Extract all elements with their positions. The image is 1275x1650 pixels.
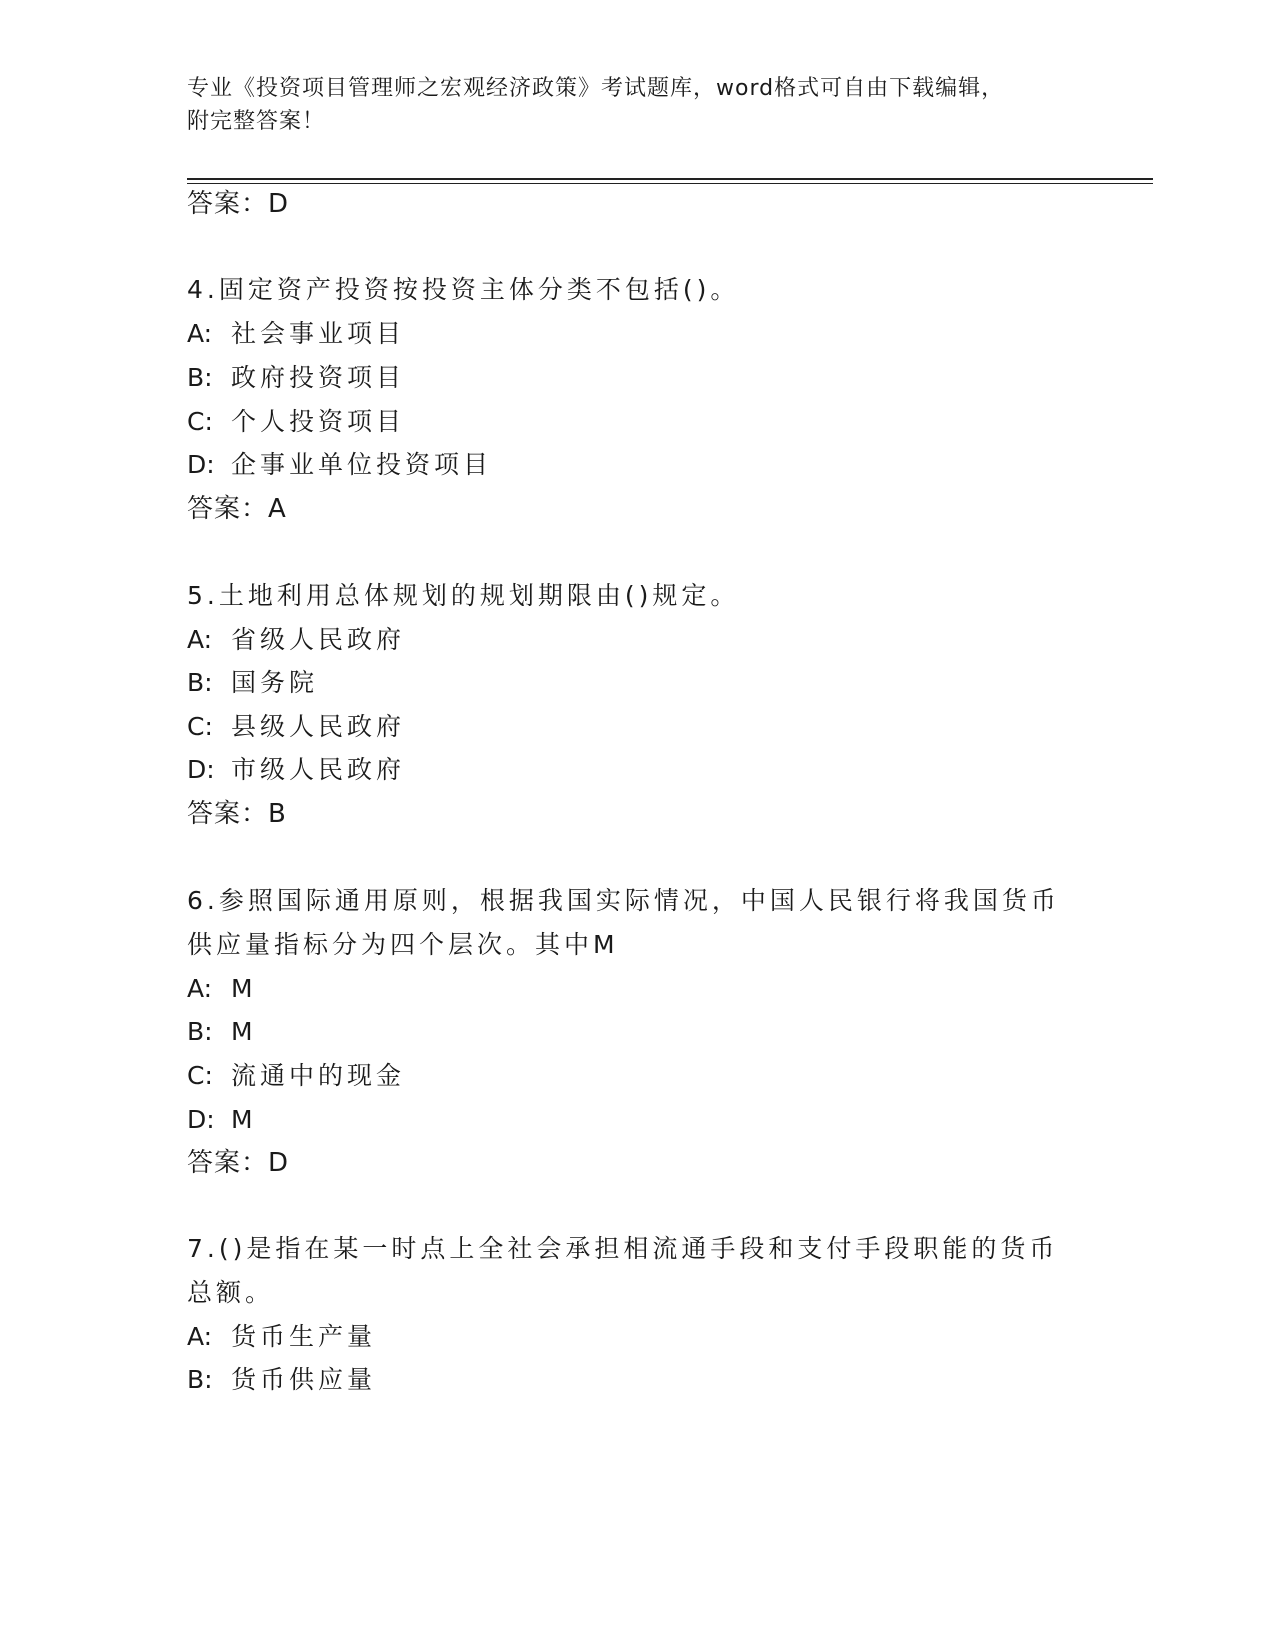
- answer-line: 答案：D: [187, 189, 290, 219]
- option-letter: D:: [187, 450, 215, 479]
- page-header: [187, 72, 1087, 138]
- header-line-2: 附完整答案！: [187, 109, 326, 134]
- question-4-option-b: [187, 360, 405, 396]
- option-letter: B:: [187, 1365, 213, 1394]
- option-text: 国务院: [231, 668, 319, 697]
- question-5-option-b: [187, 665, 318, 701]
- option-letter: C:: [187, 1061, 213, 1090]
- question-7-text-line-2: 总额。: [187, 1278, 275, 1307]
- header-divider-thin: [187, 183, 1153, 184]
- question-6-option-c: [187, 1058, 405, 1094]
- question-5-option-d: [187, 752, 405, 788]
- option-letter: D:: [187, 1105, 215, 1134]
- option-text: 货币供应量: [231, 1365, 377, 1394]
- question-4-option-d: [187, 447, 492, 483]
- question-7-option-b: [187, 1362, 376, 1398]
- question-6-text-line-1: 6.参照国际通用原则，根据我国实际情况，中国人民银行将我国货币: [187, 886, 1060, 915]
- question-5-text: 5.土地利用总体规划的规划期限由()规定。: [187, 581, 740, 610]
- option-letter: B:: [187, 363, 213, 392]
- question-4-text: 4.固定资产投资按投资主体分类不包括()。: [187, 275, 740, 304]
- question-7-option-a: [187, 1319, 376, 1355]
- option-text: 个人投资项目: [231, 407, 406, 436]
- question-7-text-line-1: 7.()是指在某一时点上全社会承担相流通手段和支付手段职能的货币: [187, 1234, 1059, 1263]
- option-letter: D:: [187, 755, 215, 784]
- option-letter: A:: [187, 974, 213, 1003]
- option-text: 县级人民政府: [231, 712, 406, 741]
- question-4-option-c: [187, 404, 405, 440]
- question-5-option-c: [187, 709, 405, 745]
- option-text: 货币生产量: [231, 1322, 377, 1351]
- option-letter: C:: [187, 407, 213, 436]
- option-letter: B:: [187, 668, 213, 697]
- question-5-answer: 答案：B: [187, 799, 287, 829]
- question-6-option-b: [187, 1014, 257, 1050]
- option-text: 企事业单位投资项目: [231, 450, 493, 479]
- header-divider-thick: [187, 178, 1153, 180]
- option-text: 流通中的现金: [231, 1061, 406, 1090]
- option-text: M: [231, 1105, 257, 1134]
- option-text: 政府投资项目: [231, 363, 406, 392]
- question-4-option-a: [187, 316, 405, 352]
- question-6-option-a: [187, 971, 257, 1007]
- option-letter: A:: [187, 625, 213, 654]
- option-text: M: [231, 974, 257, 1003]
- option-letter: A:: [187, 319, 213, 348]
- question-4-answer: 答案：A: [187, 494, 287, 524]
- option-letter: B:: [187, 1017, 213, 1046]
- option-letter: C:: [187, 712, 213, 741]
- option-text: M: [231, 1017, 257, 1046]
- question-5-option-a: [187, 622, 405, 658]
- option-text: 社会事业项目: [231, 319, 406, 348]
- question-6-answer: 答案：D: [187, 1148, 290, 1178]
- option-text: 市级人民政府: [231, 755, 406, 784]
- question-6-text-line-2: 供应量指标分为四个层次。其中M: [187, 930, 619, 959]
- question-6-option-d: [187, 1102, 257, 1138]
- header-line-1: 专业《投资项目管理师之宏观经济政策》考试题库，word格式可自由下载编辑，: [187, 76, 1005, 101]
- option-letter: A:: [187, 1322, 213, 1351]
- option-text: 省级人民政府: [231, 625, 406, 654]
